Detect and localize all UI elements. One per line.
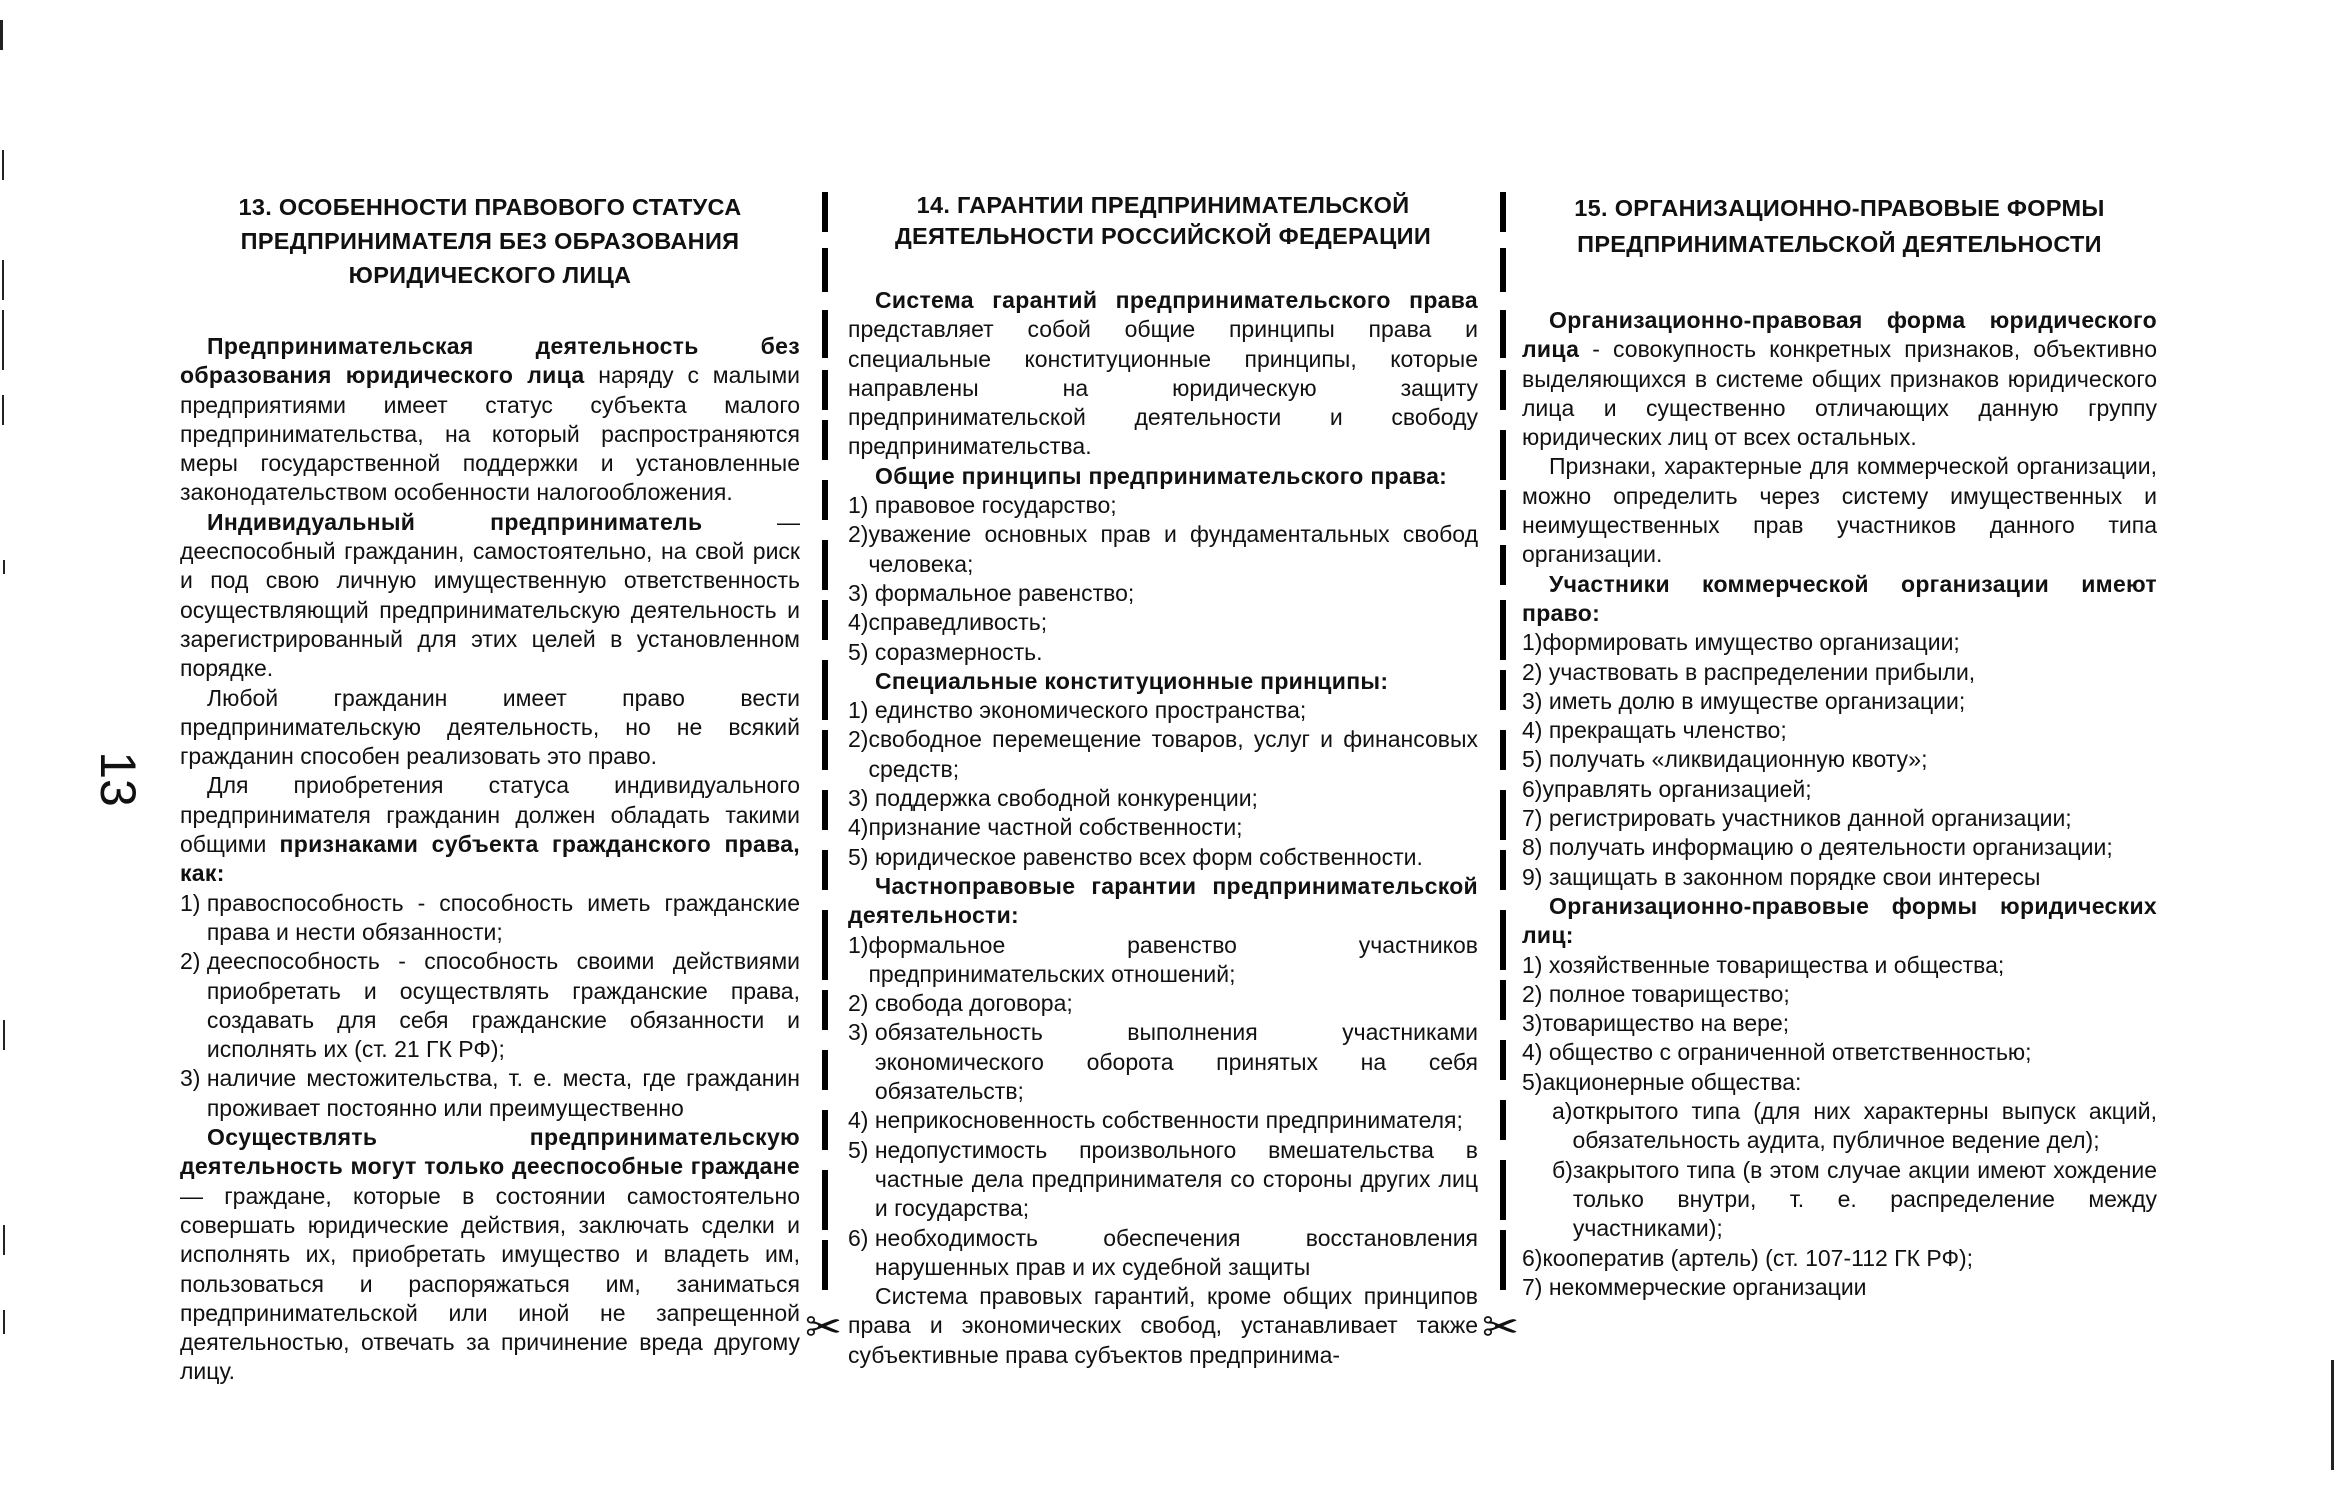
scissors-icon: ✂ xyxy=(805,1303,842,1352)
subheading xyxy=(1522,570,2157,629)
list-item xyxy=(1522,716,2157,745)
bold-term: Участники коммерческой организации имеют право: xyxy=(1522,570,2157,626)
list-item xyxy=(1522,863,2157,892)
item-text: закрытого типа (в этом случае акции имеют хождение только внутри, т. е. распределение между участниками); xyxy=(1572,1156,2157,1242)
subheading xyxy=(848,872,1478,931)
item-text: уважение основных прав и фундаментальных свобод человека; xyxy=(868,521,1478,577)
column-divider xyxy=(822,1240,828,1290)
item-text: защищать в законном порядке свои интересы xyxy=(1548,863,2041,890)
page-number: 13 xyxy=(89,751,146,807)
item-number: 2) xyxy=(180,948,207,975)
item-number: 8) xyxy=(1522,834,1549,861)
list-item xyxy=(1522,687,2157,716)
item-number: 3) xyxy=(848,785,875,812)
item-number: 1) xyxy=(1522,629,1543,656)
item-number: 2) xyxy=(848,726,869,753)
bold-term: признаками субъекта гражданского права, как: xyxy=(180,831,800,887)
text: — граждане, которые в состоянии самостоятельно совершать юридические действия, заключать сделки и исполнять их, приобретать имущество и владеть им, пользоваться и распоряжаться им, заниматься предпринимательской или иной не запрещенной деятельностью, отвечать за причинение вреда другому лицу. xyxy=(180,1182,800,1385)
item-text: полное товарищество; xyxy=(1548,980,1790,1007)
column-divider xyxy=(822,990,828,1030)
list-item xyxy=(180,1064,800,1123)
list-item xyxy=(1522,1068,2157,1097)
list-item xyxy=(1522,1009,2157,1038)
item-number: 2) xyxy=(848,990,875,1017)
scan-mark xyxy=(0,20,3,50)
column-14 xyxy=(848,190,1478,1370)
column-divider xyxy=(1500,370,1506,410)
column-divider xyxy=(1500,730,1506,770)
item-number: 1) xyxy=(848,492,875,519)
list-item xyxy=(1522,745,2157,774)
scan-mark xyxy=(2,150,4,180)
item-number: 6) xyxy=(1522,775,1543,802)
column-15 xyxy=(1522,190,2157,1302)
column-divider xyxy=(822,480,828,520)
list-item xyxy=(848,520,1478,579)
subheading xyxy=(848,462,1478,491)
item-text: юридическое равенство всех форм собственности. xyxy=(874,843,1423,870)
column-divider xyxy=(1500,1100,1506,1140)
paragraph xyxy=(1522,306,2157,452)
column-divider xyxy=(1500,1160,1506,1220)
item-text: открытого типа (для них характерны выпуск акций, обязательность аудита, публичное ведение дел); xyxy=(1572,1098,2157,1154)
paragraph: Система правовых гарантий, кроме общих принципов права и экономических свобод, устанавливает также субъективные права субъектов предпринима- xyxy=(848,1283,1478,1368)
item-text: формировать имущество организации; xyxy=(1542,629,1960,656)
item-number: 1) xyxy=(180,889,207,916)
column-divider xyxy=(822,310,828,358)
item-text: соразмерность. xyxy=(874,638,1043,665)
item-text: формальное равенство участников предпринимательских отношений; xyxy=(868,931,1478,987)
item-number: 3) xyxy=(1522,1010,1543,1037)
item-number: 4) xyxy=(1522,717,1549,744)
paragraph xyxy=(180,332,800,508)
scan-mark xyxy=(2,260,4,300)
section-title-14: 14. ГАРАНТИИ ПРЕДПРИНИМАТЕЛЬСКОЙ ДЕЯТЕЛЬНОСТИ РОССИЙСКОЙ ФЕДЕРАЦИИ xyxy=(894,192,1432,249)
column-divider xyxy=(1500,248,1506,292)
bold-term: Организационно-правовая форма юридического лица xyxy=(1522,307,2157,363)
bold-term: Осуществлять предпринимательскую деятельность могут только дееспособные граждане xyxy=(180,1124,800,1180)
column-divider xyxy=(1500,790,1506,840)
item-number: 1) xyxy=(1522,951,1549,978)
column-divider xyxy=(822,370,828,410)
item-text: управлять организацией; xyxy=(1542,775,1812,802)
item-text: получать «ликвидационную квоту»; xyxy=(1548,746,1928,773)
column-13 xyxy=(180,190,800,1387)
scan-mark xyxy=(3,1020,5,1050)
column-divider xyxy=(822,910,828,980)
item-text: прекращать членство; xyxy=(1548,717,1787,744)
column-divider xyxy=(822,540,828,590)
column-divider xyxy=(1500,310,1506,358)
item-text: неприкосновенность собственности предпринимателя; xyxy=(874,1107,1463,1134)
list-item xyxy=(1522,628,2157,657)
scan-mark xyxy=(3,560,5,574)
column-divider xyxy=(1500,850,1506,890)
item-text: признание частной собственности; xyxy=(868,814,1243,841)
scan-mark xyxy=(2,310,4,370)
paragraph xyxy=(180,508,800,684)
item-number: 3) xyxy=(1522,687,1549,714)
item-number: 4) xyxy=(848,814,869,841)
list-item xyxy=(848,725,1478,784)
text: - совокупность конкретных признаков, объективно выделяющихся в системе общих признаков юридического лица и существенно отличающих данную группу юридических лиц от всех остальных. xyxy=(1522,336,2157,451)
paragraph xyxy=(180,771,800,888)
item-number: 5) xyxy=(848,1136,875,1163)
list-item xyxy=(848,491,1478,520)
scan-mark xyxy=(2331,1360,2334,1470)
item-text: кооператив (артель) (ст. 107-112 ГК РФ); xyxy=(1542,1244,1974,1271)
item-number: 7) xyxy=(1522,1273,1549,1300)
list-item xyxy=(1522,658,2157,687)
bold-term: Специальные конституционные принципы: xyxy=(875,667,1389,694)
column-divider xyxy=(822,600,828,640)
list-item xyxy=(1522,1244,2157,1273)
item-text: единство экономического пространства; xyxy=(874,697,1307,724)
list-item xyxy=(848,638,1478,667)
item-number: 9) xyxy=(1522,863,1549,890)
item-number: 2) xyxy=(848,521,869,548)
list-item xyxy=(1522,775,2157,804)
item-number: 4) xyxy=(848,609,869,636)
subheading xyxy=(1522,892,2157,951)
column-divider xyxy=(1500,545,1506,585)
column-divider xyxy=(822,1050,828,1090)
item-number: 5) xyxy=(848,638,875,665)
bold-term: Частноправовые гарантии предпринимательской деятельности: xyxy=(848,872,1478,929)
scan-mark xyxy=(3,1225,5,1255)
item-number: 5) xyxy=(848,843,875,870)
list-item xyxy=(848,1018,1478,1106)
paragraph: Любой гражданин имеет право вести предпринимательскую деятельность, но не всякий гражданин способен реализовать это право. xyxy=(180,684,800,770)
item-text: акционерные общества: xyxy=(1542,1068,1802,1095)
list-item xyxy=(848,1136,1478,1224)
column-divider xyxy=(822,1110,828,1150)
list-item xyxy=(848,784,1478,813)
column-divider xyxy=(1500,910,1506,970)
section-title-15: 15. ОРГАНИЗАЦИОННО-ПРАВОВЫЕ ФОРМЫ ПРЕДПРИНИМАТЕЛЬСКОЙ ДЕЯТЕЛЬНОСТИ xyxy=(1574,195,2105,257)
item-text: свобода договора; xyxy=(874,990,1073,1017)
item-number: 1) xyxy=(848,697,875,724)
list-item xyxy=(848,813,1478,842)
list-item xyxy=(1522,980,2157,1009)
list-item xyxy=(848,989,1478,1018)
column-divider xyxy=(822,850,828,890)
column-divider xyxy=(822,1170,828,1230)
list-item xyxy=(1522,804,2157,833)
bold-term: Общие принципы предпринимательского права: xyxy=(875,462,1448,489)
item-text: справедливость; xyxy=(868,609,1048,636)
sub-list-item xyxy=(1522,1097,2157,1156)
item-number: 2) xyxy=(1522,980,1549,1007)
item-text: некоммерческие организации xyxy=(1548,1273,1867,1300)
column-divider xyxy=(822,248,828,292)
item-text: недопустимость произвольного вмешательства в частные дела предпринимателя со стороны других лиц и государства; xyxy=(874,1136,1478,1222)
sub-list-item xyxy=(1522,1156,2157,1244)
bold-term: Организационно-правовые формы юридических лиц: xyxy=(1522,892,2157,949)
column-divider xyxy=(1500,1040,1506,1080)
paragraph xyxy=(180,1123,800,1387)
column-divider xyxy=(822,730,828,770)
item-text: общество с ограниченной ответственностью; xyxy=(1548,1039,2032,1066)
item-number: 2) xyxy=(1522,658,1549,685)
list-item xyxy=(180,889,800,948)
paragraph xyxy=(848,286,1478,462)
list-item xyxy=(848,843,1478,872)
item-text: наличие местожительства, т. е. места, где гражданин проживает постоянно или преимущественно xyxy=(206,1065,800,1121)
column-divider xyxy=(1500,980,1506,1020)
item-text: правоспособность - способность иметь гражданские права и нести обязанности; xyxy=(206,889,800,945)
subheading xyxy=(848,667,1478,696)
item-text: участвовать в распределении прибыли, xyxy=(1548,658,1976,685)
item-text: хозяйственные товарищества и общества; xyxy=(1548,951,2005,978)
item-text: свободное перемещение товаров, услуг и финансовых средств; xyxy=(868,726,1478,782)
item-number: 4) xyxy=(848,1107,875,1134)
column-divider xyxy=(822,420,828,460)
item-number: 5) xyxy=(1522,746,1549,773)
item-number: 3) xyxy=(848,579,875,606)
text: — дееспособный гражданин, самостоятельно, на свой риск и под свою личную имущественную ответственность осуществляющий предпринимательскую деятельность и зарегистрированный для этих целей в установленном порядке. xyxy=(180,508,800,682)
list-item xyxy=(848,931,1478,990)
text: представляет собой общие принципы права и специальные конституционные принципы, которые направлены на юридическую защиту предпринимательской деятельности и свободу предпринимательства. xyxy=(848,316,1478,460)
column-divider xyxy=(822,790,828,830)
item-text: формальное равенство; xyxy=(874,579,1135,606)
section-title-13: 13. ОСОБЕННОСТИ ПРАВОВОГО СТАТУСА ПРЕДПРИНИМАТЕЛЯ БЕЗ ОБРАЗОВАНИЯ ЮРИДИЧЕСКОГО ЛИЦА xyxy=(238,194,742,288)
item-number: 3) xyxy=(848,1019,875,1046)
list-item xyxy=(1522,951,2157,980)
list-item xyxy=(1522,833,2157,862)
item-number: а) xyxy=(1552,1098,1573,1125)
column-divider xyxy=(822,660,828,720)
list-item xyxy=(1522,1273,2157,1302)
column-divider xyxy=(1500,600,1506,660)
item-number: 3) xyxy=(180,1065,207,1092)
list-item xyxy=(180,947,800,1064)
item-number: 5) xyxy=(1522,1068,1543,1095)
list-item xyxy=(1522,1038,2157,1067)
item-text: дееспособность - способность своими действиями приобретать и осуществлять гражданские права, создавать для себя гражданские обязанности и исполнять их (ст. 21 ГК РФ); xyxy=(206,948,800,1063)
paragraph: Признаки, характерные для коммерческой организации, можно определить через систему имущественных и неимущественных прав участников данного типа организации. xyxy=(1522,453,2157,568)
item-number: б) xyxy=(1552,1156,1573,1183)
scan-mark xyxy=(3,1310,5,1334)
text: Для приобретения статуса индивидуального предпринимателя гражданин должен обладать такими общими xyxy=(180,772,800,858)
item-text: правовое государство; xyxy=(874,492,1117,519)
item-number: 4) xyxy=(1522,1039,1549,1066)
scissors-icon: ✂ xyxy=(1482,1303,1519,1352)
bold-term: Система гарантий предпринимательского права xyxy=(875,287,1478,313)
item-text: поддержка свободной конкуренции; xyxy=(874,785,1258,812)
list-item xyxy=(848,696,1478,725)
list-item xyxy=(848,1224,1478,1283)
item-number: 7) xyxy=(1522,805,1549,832)
column-divider xyxy=(1500,192,1506,232)
item-number: 6) xyxy=(1522,1244,1543,1271)
column-divider xyxy=(1500,430,1506,480)
item-number: 1) xyxy=(848,931,869,958)
bold-term: Индивидуальный предприниматель xyxy=(207,508,703,535)
list-item xyxy=(848,579,1478,608)
item-number: 6) xyxy=(848,1224,875,1251)
list-item xyxy=(848,608,1478,637)
scan-mark xyxy=(2,395,4,425)
item-text: получать информацию о деятельности организации; xyxy=(1548,834,2113,861)
item-text: необходимость обеспечения восстановления нарушенных прав и их судебной защиты xyxy=(874,1224,1478,1280)
column-divider xyxy=(1500,1230,1506,1290)
column-divider xyxy=(822,192,828,232)
item-text: регистрировать участников данной организации; xyxy=(1548,805,2072,832)
item-text: товарищество на вере; xyxy=(1542,1010,1790,1037)
column-divider xyxy=(1500,490,1506,530)
text: наряду с малыми предприятиями имеет статус субъекта малого предпринимательства, на который распространяются меры государственной поддержки и установленные законодательством особенности налогообложения. xyxy=(180,362,800,506)
item-text: иметь долю в имуществе организации; xyxy=(1548,687,1966,714)
item-text: обязательность выполнения участниками экономического оборота принятых на себя обязательств; xyxy=(874,1019,1478,1105)
column-divider xyxy=(1500,670,1506,710)
list-item xyxy=(848,1106,1478,1135)
bold-term: Предпринимательская деятельность без образования юридического лица xyxy=(180,333,800,389)
